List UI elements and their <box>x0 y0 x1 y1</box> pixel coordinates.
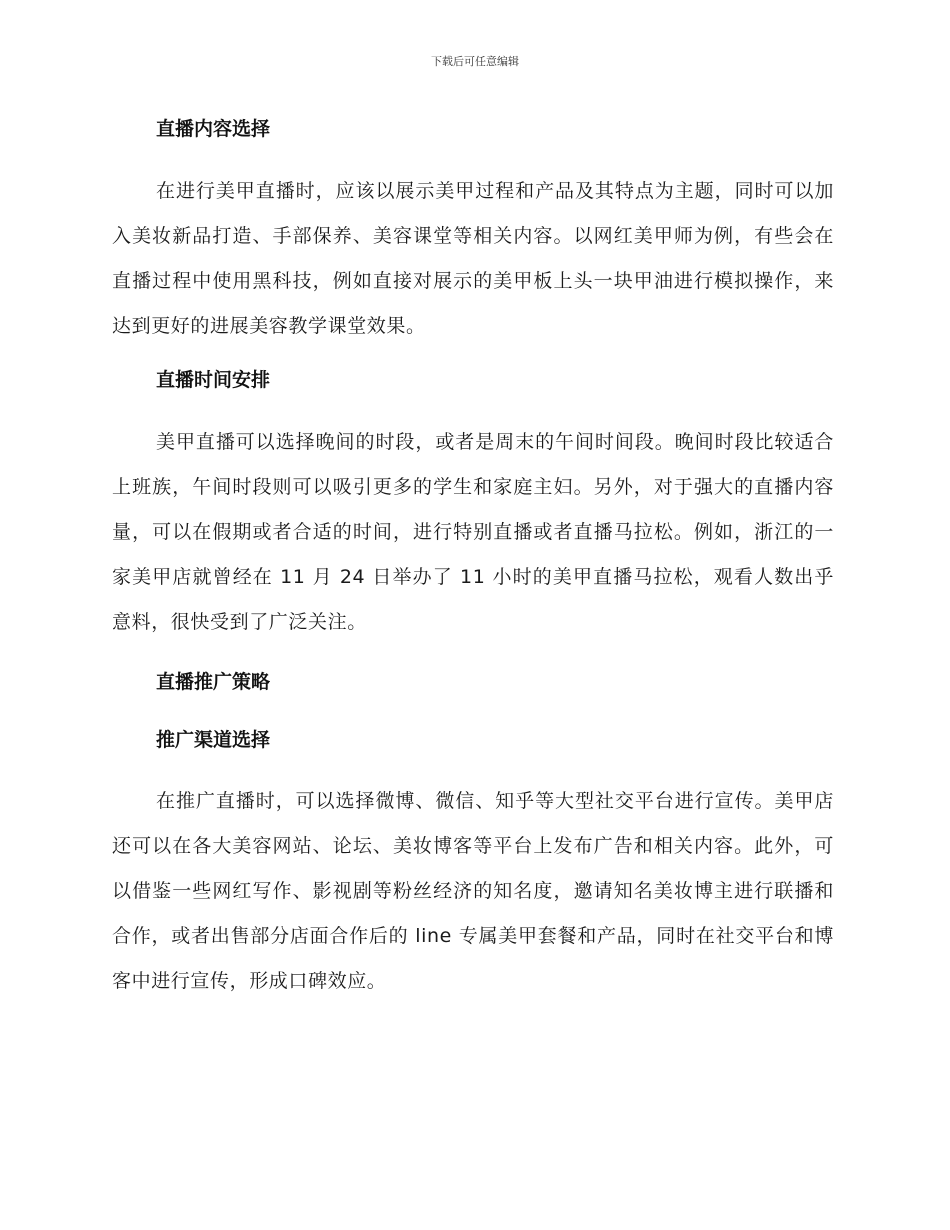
document-body <box>112 112 834 1004</box>
section-heading-promotion-channels: 推广渠道选择 <box>156 729 271 751</box>
paragraph-promotion-channels: 在推广直播时，可以选择微博、微信、知乎等大型社交平台进行宣传。美甲店还可以在各大美容网站、论坛、美妆博客等平台上发布广告和相关内容。此外，可以借鉴一些网红写作、影视剧等粉丝经济的知名度，邀请知名美妆博主进行联播和合作，或者出售部分店面合作后的 line 专属美甲套餐和产品，同时在社交平台和博客中进行宣传，形成口碑效应。 <box>112 790 834 992</box>
section-heading-live-schedule: 直播时间安排 <box>156 369 271 391</box>
paragraph-live-content: 在进行美甲直播时，应该以展示美甲过程和产品及其特点为主题，同时可以加入美妆新品打造、手部保养、美容课堂等相关内容。以网红美甲师为例，有些会在直播过程中使用黑科技，例如直接对展示的美甲板上头一块甲油进行模拟操作，来达到更好的进展美容教学课堂效果。 <box>112 180 834 337</box>
paragraph-live-schedule: 美甲直播可以选择晚间的时段，或者是周末的午间时间段。晚间时段比较适合上班族，午间时段则可以吸引更多的学生和家庭主妇。另外，对于强大的直播内容量，可以在假期或者合适的时间，进行特别直播或者直播马拉松。例如，浙江的一家美甲店就曾经在 11 月 24 日举办了 11 小时的美甲直播马拉松，观看人数出乎意料，很快受到了广泛关注。 <box>112 431 834 633</box>
section-heading-live-content: 直播内容选择 <box>156 118 271 140</box>
page-header: 下载后可任意编辑 <box>431 55 519 68</box>
section-heading-promotion-strategy: 直播推广策略 <box>156 671 271 693</box>
